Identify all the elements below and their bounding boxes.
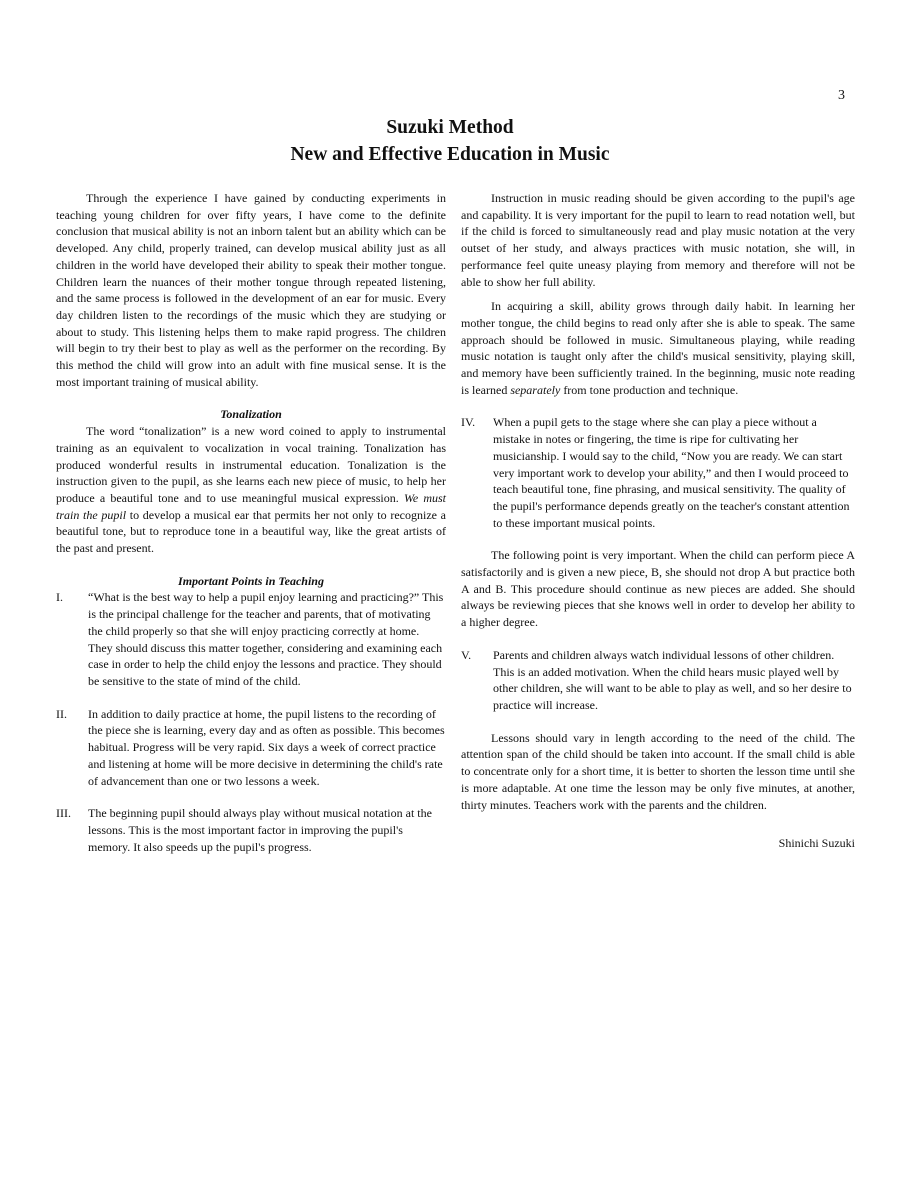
habit-text-b: from tone production and technique. xyxy=(560,382,739,397)
point-number: III. xyxy=(56,806,71,821)
point-text: In addition to daily practice at home, the pupil listens to the recording of the piece she is learning, every day and as often as possible. This becomes habitual. Progress will be very rapid. Six days a week of correct practice and listening at home will be more decisive in determining the child's rate of advancement than one or two lessons a week. xyxy=(88,706,445,788)
point-text: When a pupil gets to the stage where she can play a piece without a mistake in notes or fingering, the time is ripe for cultivating her musicianship. I would say to the child, “Now you are ready. We can start very important work to develop your ability,” and then I would proceed to teach beautiful tone, fine phrasing, and musical sensitivity. The quality of the pupil's performance depends greatly on the teacher's constant attention to these important musical points. xyxy=(493,415,850,530)
page-title: Suzuki Method xyxy=(386,117,514,138)
point-number: I. xyxy=(56,590,63,605)
tonalization-paragraph xyxy=(56,423,446,557)
tonalization-emphasis: We must train the pupil xyxy=(56,490,446,522)
habit-emphasis: separately xyxy=(510,382,561,397)
left-column xyxy=(56,190,446,855)
reading-paragraph: Instruction in music reading should be given according to the pupil's age and capability. It is very important for the pupil to learn to read notation well, but if the child is forced to simultaneously read and play music notation at the very outset of her study, and always practices with music notation, she will, in performance feel quite uneasy playing from memory and therefore will not be able to show her full ability. xyxy=(461,191,855,289)
page-number: 3 xyxy=(838,88,845,103)
point-item-1 xyxy=(56,589,446,689)
lesson-length-paragraph: Lessons should vary in length according to the need of the child. The attention span of the child should be taken into account. If the small child is able to concentrate only for a short time, it is better to shorten the lesson time until she is more adaptable. At one time the lesson may be only five minutes, at another, thirty minutes. Teachers work with the parents and the children. xyxy=(461,730,855,812)
point-number: IV. xyxy=(461,415,476,430)
point-text: Parents and children always watch individual lessons of other children. This is an added motivation. When the child hears music played well by other children, she will want to be able to play as well, and so her desire to practice will increase. xyxy=(493,647,852,712)
tonalization-heading: Tonalization xyxy=(220,407,282,422)
habit-paragraph xyxy=(461,298,855,398)
point-number: V. xyxy=(461,647,472,662)
review-paragraph: The following point is very important. When the child can perform piece A satisfactorily and is given a new piece, B, she should not drop A but practice both A and B. This procedure should continue as new pieces are added. She should always be reviewing pieces that she knows well in order to develop her ability to a higher degree. xyxy=(461,548,855,630)
point-item-3 xyxy=(56,805,446,855)
point-number: II. xyxy=(56,706,67,721)
habit-text-a: In acquiring a skill, ability grows through daily habit. In learning her mother tongue, the child begins to read only after she is able to speak. The same approach should be followed in music. Simultaneous playing, while reading music notation is taught only after the child's musical sensitivity, playing skill, and memory have been sufficiently trained. In the beginning, music note reading is learned xyxy=(461,299,855,397)
point-item-5 xyxy=(461,647,855,714)
point-item-4 xyxy=(461,414,855,531)
point-text: The beginning pupil should always play without musical notation at the lessons. This is the most important factor in improving the pupil's memory. It also speeds up the pupil's progress. xyxy=(88,806,432,854)
point-text: “What is the best way to help a pupil enjoy learning and practicing?” This is the principal challenge for the teacher and parents, that of motivating the child properly so that she will enjoy practicing correctly at home. They should discuss this matter together, considering and examining each case in order to help the child enjoy the lessons and practice. They should be sensitive to the state of mind of the child. xyxy=(88,590,444,688)
right-column xyxy=(461,190,855,852)
page-subtitle: New and Effective Education in Music xyxy=(290,144,610,165)
point-item-2 xyxy=(56,706,446,790)
tonalization-text-b: to develop a musical ear that permits her not only to recognize a beautiful tone, but to reproduce tone in a beautiful way, like the great artists of the past and present. xyxy=(56,507,446,556)
author-signature: Shinichi Suzuki xyxy=(778,836,855,851)
tonalization-text-a: The word “tonalization” is a new word coined to apply to instrumental training as an equivalent to vocalization in vocal training. Tonalization has produced wonderful results in instrumental education. Tonalization is the instruction given to the pupil, as she learns each new piece of music, to help her produce a beautiful tone and to use meaningful musical expression. xyxy=(56,424,446,505)
intro-paragraph: Through the experience I have gained by conducting experiments in teaching young children for over fifty years, I have come to the definite conclusion that musical ability is not an inborn talent but an ability which can be developed. Any child, properly trained, can develop musical ability just as all children in the world have developed their ability to speak their mother tongue. Children learn the nuances of their mother tongue through repeated listening, and the same process is followed in the development of an ear for music. Every day children listen to the recordings of the music which they are studying or about to study. This listening helps them to make rapid progress. The children will begin to try their best to play as well as the performer on the recording. By this method the child will grow into an adult with fine musical sense. It is the most important training of musical ability. xyxy=(56,191,446,389)
points-heading: Important Points in Teaching xyxy=(178,573,324,588)
